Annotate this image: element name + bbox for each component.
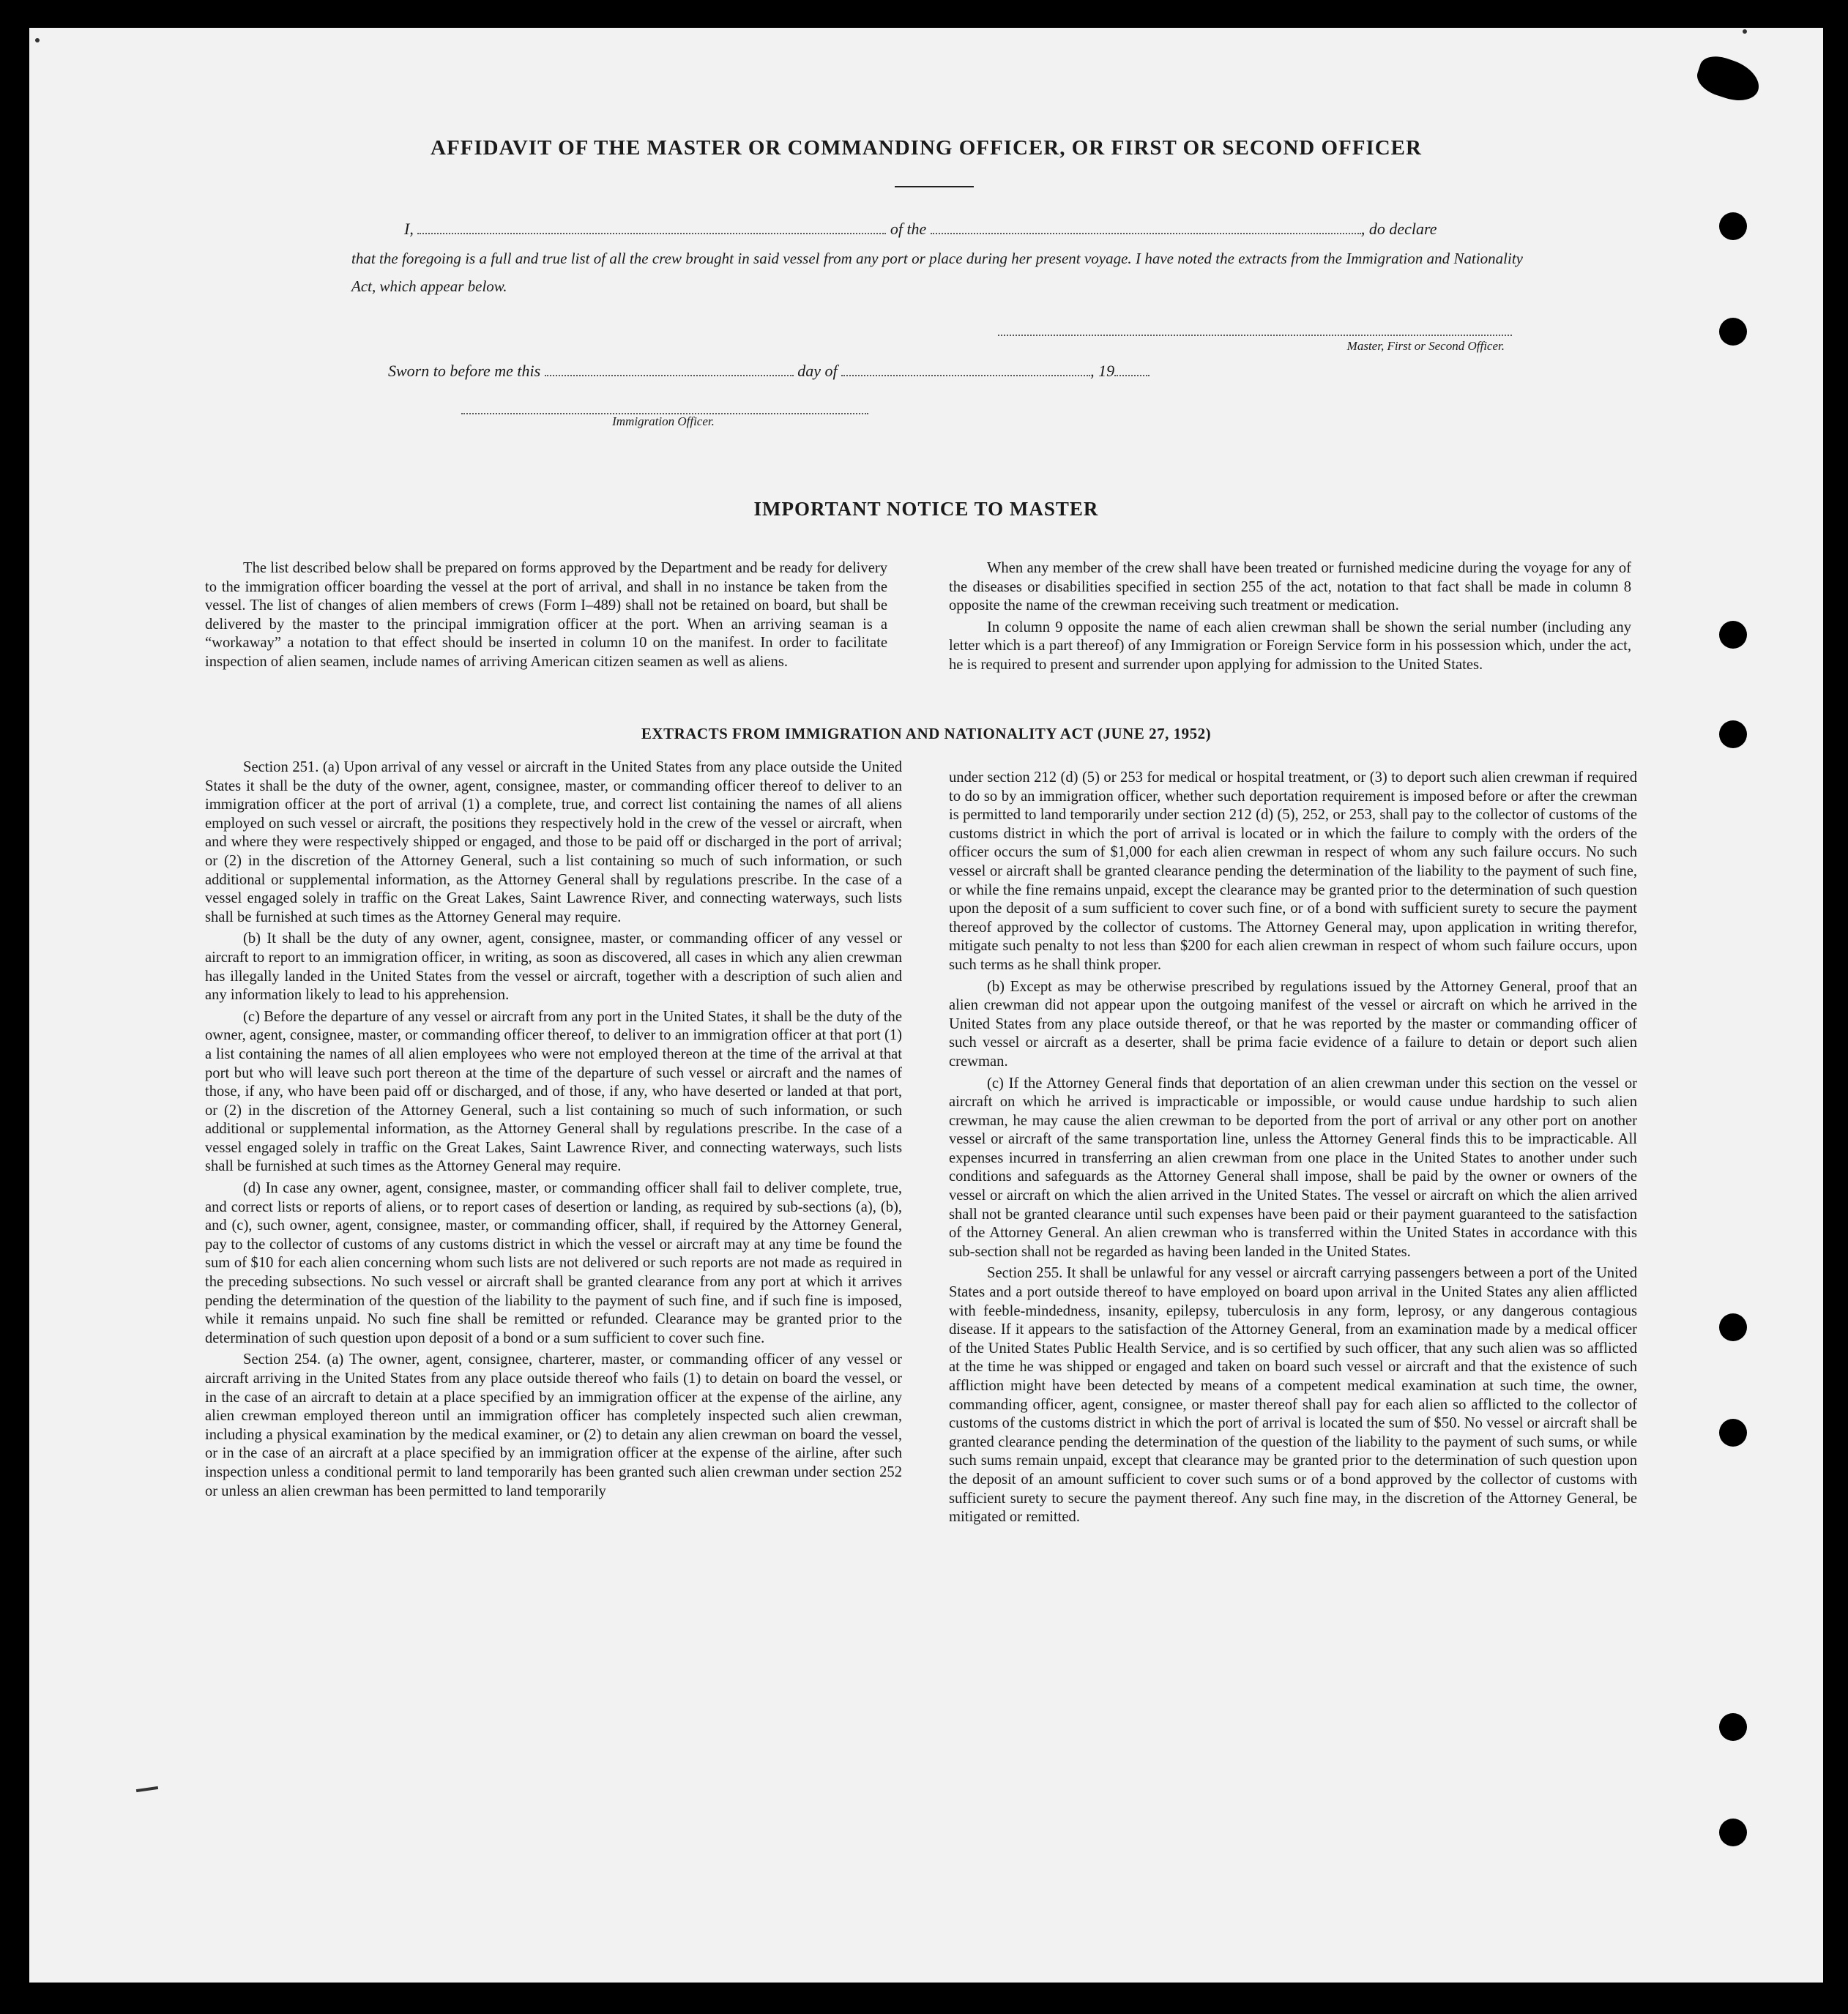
binder-hole xyxy=(1719,212,1747,240)
extracts-title: EXTRACTS FROM IMMIGRATION AND NATIONALITY ACT (JUNE 27, 1952) xyxy=(641,725,1212,742)
notice-paragraph: In column 9 opposite the name of each alien crewman shall be shown the serial number (including any letter which is a part thereof) of any Immigration or Foreign Service form in his possession which, under the act, he is required to present and surrender upon applying for admission to the United States. xyxy=(949,619,1631,673)
day-of-label: day of xyxy=(797,362,838,380)
binder-hole xyxy=(1719,1419,1747,1447)
binder-hole xyxy=(1719,720,1747,748)
master-signature-field[interactable] xyxy=(998,335,1512,336)
act-paragraph: (b) It shall be the duty of any owner, agent, consignee, master, or commanding officer of any vessel or aircraft to report to an immigration officer, in writing, as soon as discovered, all cases in which any alien crewman has illegally landed in the United States from the vessel or aircraft, together with a description of such alien and any information likely to lead to his apprehension. xyxy=(205,930,902,1004)
declarant-line xyxy=(404,217,1437,239)
binder-hole xyxy=(1719,1819,1747,1846)
declarant-prefix: I, xyxy=(404,220,414,238)
of-the-label: of the xyxy=(890,220,927,238)
speck xyxy=(35,38,40,42)
year-prefix: , 19 xyxy=(1090,362,1115,380)
speck xyxy=(1743,29,1747,34)
sworn-month-field[interactable] xyxy=(841,359,1090,376)
sworn-year-field[interactable] xyxy=(1114,359,1150,376)
act-paragraph: (b) Except as may be otherwise prescribed by regulations issued by the Attorney General, proof that an alien crewman did not appear upon the outgoing manifest of the vessel or aircraft on which he arrived in the United States from any place outside thereof, or that he was reported by the master or commanding officer of such vessel or aircraft as a deserter, shall be prima facie evidence of a failure to detain or deport such alien crewman. xyxy=(949,978,1637,1070)
act-paragraph: Section 254. (a) The owner, agent, consignee, charterer, master, or commanding officer of any vessel or aircraft arriving in the United States from any place outside thereof who fails (1) to detain on board the vessel, or in the case of an aircraft to detain at a place specified by an immigration officer at the expense of the airline, any alien crewman employed thereon until an immigration officer has completely inspected such alien crewman, including a physical examination by the medical examiner, or (2) to detain any alien crewman on board the vessel, or in the case of an aircraft at a place specified by an immigration officer at the expense of the airline, after such inspection unless a conditional permit to land temporarily has been granted such alien crewman under section 252 or unless an alien crewman has been permitted to land temporarily xyxy=(205,1351,902,1499)
binder-hole xyxy=(1719,1313,1747,1341)
binder-hole xyxy=(1719,1713,1747,1741)
act-paragraph: Section 251. (a) Upon arrival of any vessel or aircraft in the United States from any place outside the United States it shall be the duty of the owner, agent, consignee, master, or commanding officer thereof to deliver to an immigration officer at the port of arrival (1) a complete, true, and correct list containing the names of all aliens employed on such vessel or aircraft, the positions they respectively hold in the crew of the vessel or aircraft, when and where they were respectively shipped or engaged, and those to be paid off or discharged in the port of arrival; or (2) in the discretion of the Attorney General, such a list containing so much of such information, or such additional or supplemental information, as the Attorney General shall by regulations prescribe. In the case of a vessel engaged solely in traffic on the Great Lakes, Saint Lawrence River, and connecting waterways, such lists shall be furnished at such times as the Attorney General may require. xyxy=(205,759,902,925)
binder-hole xyxy=(1719,318,1747,346)
ink-blot xyxy=(1693,51,1765,107)
notice-paragraph: When any member of the crew shall have been treated or furnished medicine during the voyage for any of the diseases or disabilities specified in section 255 of the act, notation to that fact shall be made in column 8 opposite the name of the crewman receiving such treatment or medication. xyxy=(949,560,1631,614)
affidavit-title: AFFIDAVIT OF THE MASTER OR COMMANDING OFFICER, OR FIRST OR SECOND OFFICER xyxy=(431,136,1422,160)
master-signature-label: Master, First or Second Officer. xyxy=(1346,339,1505,353)
document-page xyxy=(29,28,1823,1983)
binder-hole xyxy=(1719,621,1747,649)
sworn-line xyxy=(388,359,1150,381)
act-paragraph: (c) Before the departure of any vessel or aircraft from any port in the United States, it shall be the duty of the owner, agent, consignee, master, or commanding officer thereof, to deliver to an immigration officer at that port (1) a list containing the names of all alien employees who were not employed thereon at the time of the arrival at that port but who will leave such port thereon at the time of the departure of such vessel or aircraft and the names of those, if any, who have been paid off or discharged, and of those, if any, who have deserted or landed at that port, or (2) in the discretion of the Attorney General, such a list containing so much of such information, or such additional or supplemental information, as the Attorney General shall by regulations prescribe. In the case of a vessel engaged solely in traffic on the Great Lakes, Saint Lawrence River, and connecting waterways, such lists shall be furnished at such times as the Attorney General may require. xyxy=(205,1008,902,1175)
sworn-day-field[interactable] xyxy=(545,359,794,376)
do-declare-label: , do declare xyxy=(1360,220,1437,238)
sworn-prefix: Sworn to before me this xyxy=(388,362,541,380)
act-paragraph: under section 212 (d) (5) or 253 for medical or hospital treatment, or (3) to deport such alien crewman if required to do so by an immigration officer, whether such deportation requirement is imposed before or after the crewman is permitted to land temporarily under section 212 (d) (5), 252, or 253, shall pay to the collector of customs of the customs district in which the port of arrival is located or in which the failure to comply with the orders of the officer occurs the sum of $1,000 for each alien crewman in respect of whom any such failure occurs. No such vessel or aircraft shall be granted clearance pending the determination of the liability to the payment of such fine, or while the fine remains unpaid, except the clearance may be granted prior to the determination of such question upon the deposit of a sum sufficient to cover such fine, or of a bond with sufficient surety to secure the payment thereof approved by the collector of customs. The Attorney General may, upon application in writing therefor, mitigate such penalty to not less than $200 for each alien crewman in respect of whom such failure occurs, upon such terms as he shall think proper. xyxy=(949,769,1637,973)
act-paragraph: (d) In case any owner, agent, consignee, master, or commanding officer shall fail to deliver complete, true, and correct lists or reports of aliens, or to report cases of desertion or landing, as required by sub-sections (a), (b), and (c), such owner, agent, consignee, master, or commanding officer, shall, if required by the Attorney General, pay to the collector of customs of any customs district in which the vessel or aircraft may at any time be found the sum of $10 for each alien concerning whom such lists are not delivered or such reports are not made as required in the preceding subsections. No such vessel or aircraft shall be granted clearance from any port at which it arrives pending the determination of the question of the liability to the payment of such fine, and if such fine is imposed, while it remains unpaid. No such fine shall be remitted or refunded. Clearance may be granted prior to the determination of such question upon deposit of a bond or a sum sufficient to cover such fine. xyxy=(205,1180,902,1346)
notice-title: IMPORTANT NOTICE TO MASTER xyxy=(753,498,1099,520)
declarant-name-field[interactable] xyxy=(417,217,886,234)
notice-left-column xyxy=(205,559,887,675)
act-right-column xyxy=(949,769,1637,1530)
notice-paragraph: The list described below shall be prepared on forms approved by the Department and be ready for delivery to the immigration officer boarding the vessel at the port of arrival, and shall in no instance be taken from the vessel. The list of changes of alien members of crews (Form I–489) shall not be retained on board, but shall be delivered by the master to the principal immigration officer at the port. When an arriving seaman is a “workaway” a notation to that effect should be inserted in column 10 on the manifest. In order to facilitate inspection of alien seamen, include names of arriving American citizen seamen as well as aliens. xyxy=(205,560,887,670)
vessel-name-field[interactable] xyxy=(931,217,1361,234)
act-paragraph: (c) If the Attorney General finds that deportation of an alien crewman under this section on the vessel or aircraft on which he arrived is impracticable or impossible, or would cause undue hardship to such alien crewman, he may cause the alien crewman to be deported from the port of arrival or any other port on another vessel or aircraft of the same transportation line, unless the Attorney General finds this to be impracticable. All expenses incurred in transferring an alien crewman from one place in the United States to another under such conditions and safeguards as the Attorney General shall impose, shall be paid by the owner or owners of the vessel or aircraft on which the alien arrived in the United States. The vessel or aircraft on which the alien arrived shall not be granted clearance until such expenses have been paid or their payment guaranteed to the satisfaction of the Attorney General. An alien crewman who is transferred within the United States in accordance with this sub-section shall not be regarded as having been landed in the United States. xyxy=(949,1075,1637,1260)
notice-right-column xyxy=(949,559,1631,678)
act-left-column xyxy=(205,758,902,1504)
title-rule xyxy=(895,186,974,187)
act-paragraph: Section 255. It shall be unlawful for any vessel or aircraft carrying passengers between a port of the United States and a port outside thereof to have employed on board upon arrival in the United States any alien afflicted with feeble-mindedness, insanity, epilepsy, tuberculosis in any form, leprosy, or any dangerous contagious disease. If it appears to the satisfaction of the Attorney General, from an examination made by a medical officer of the United States Public Health Service, and is so certified by such officer, that any such alien was so afflicted at the time he was shipped or engaged and taken on board such vessel or aircraft and that the existence of such affliction might have been detected by means of a competent medical examination at such time, the owner, commanding officer, agent, consignee, or master thereof shall pay for each alien so afflicted to the collector of customs of the customs district in which the port of arrival is located the sum of $50. No vessel or aircraft shall be granted clearance pending the determination of the question of the liability to the payment of such sums, or while such sums remain unpaid, except that clearance may be granted prior to the determination of such question upon the deposit of an amount sufficient to cover such sums or of a bond approved by the collector of customs with sufficient surety to secure the payment thereof. Any such fine may, in the discretion of the Attorney General, be mitigated or remitted. xyxy=(949,1265,1637,1526)
immigration-officer-label: Immigration Officer. xyxy=(612,414,715,428)
declaration-text: that the foregoing is a full and true list of all the crew brought in said vessel from any port or place during her present voyage. I have noted the extracts from the Immigration and Nationality Act, which appear below. xyxy=(351,250,1523,295)
scan-mark xyxy=(136,1786,158,1792)
